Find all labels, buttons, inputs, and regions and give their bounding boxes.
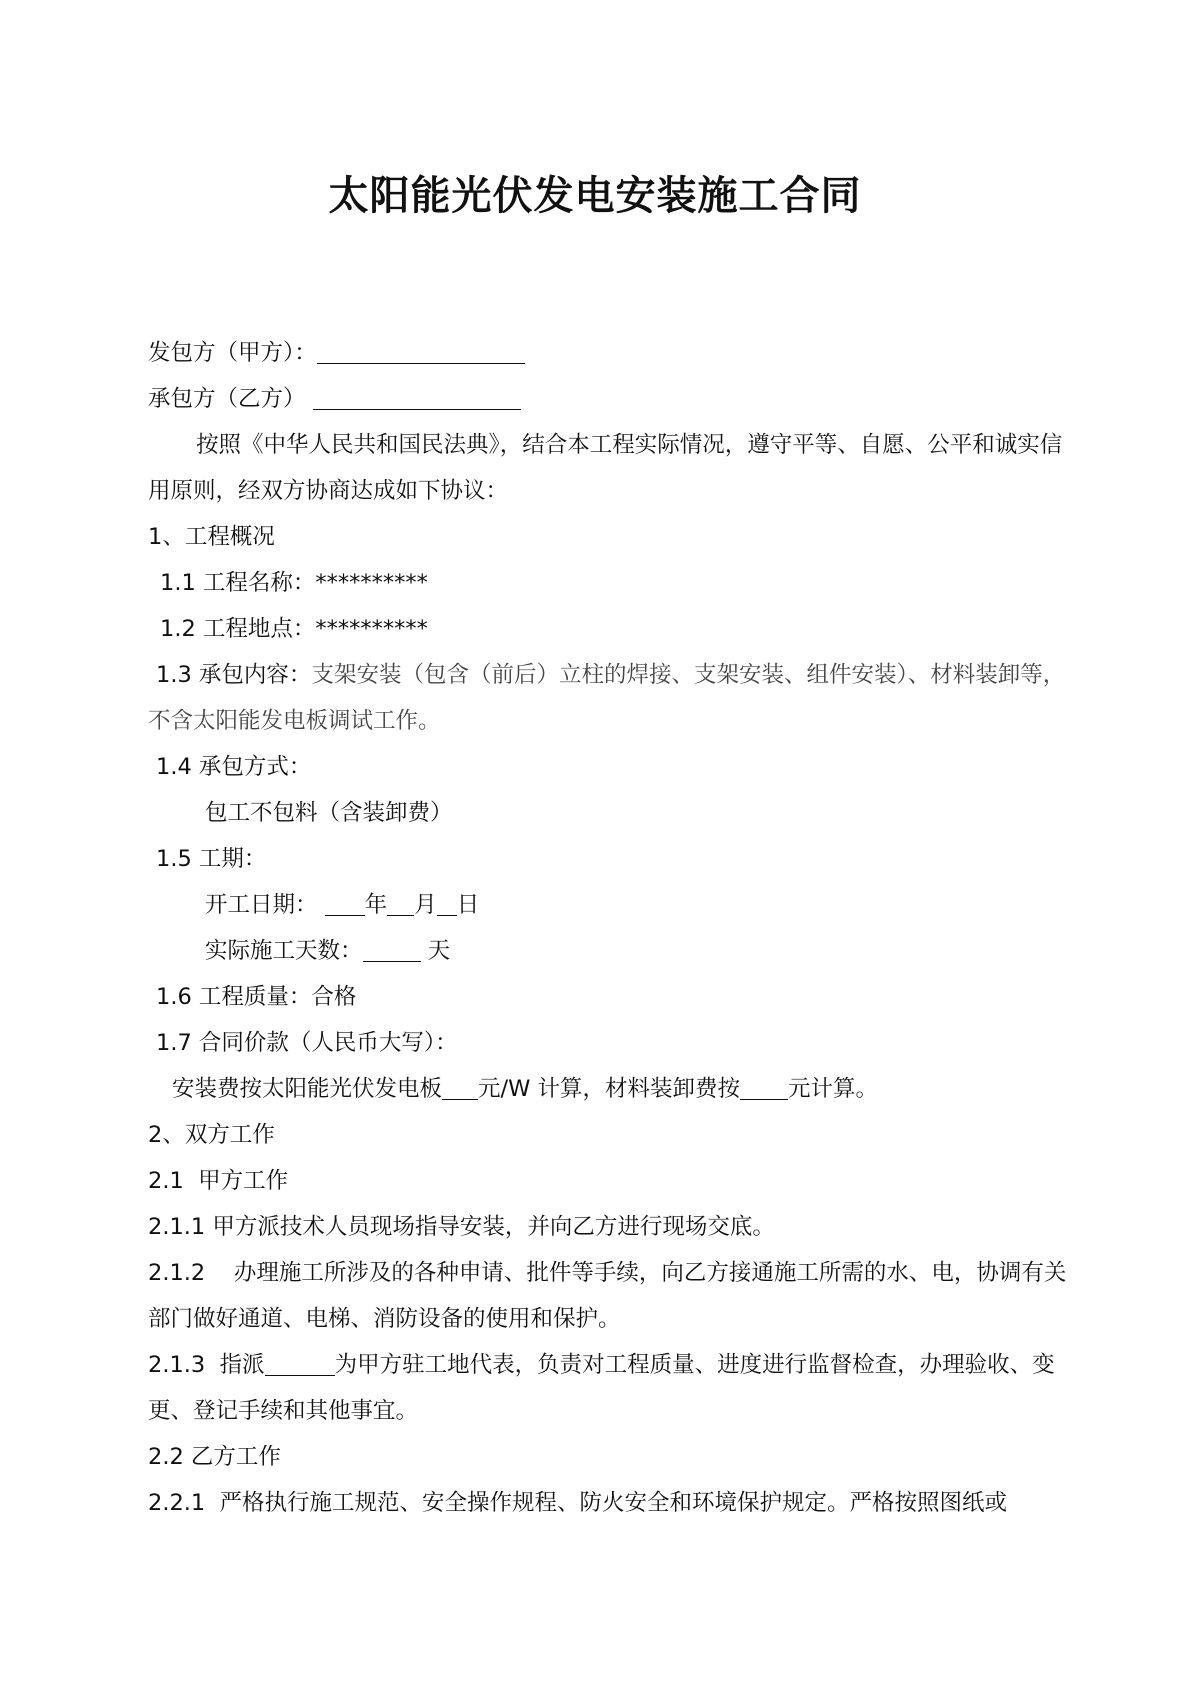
start-date-line bbox=[148, 882, 1078, 928]
price-text-a: 安装费按太阳能光伏发电板 bbox=[172, 1076, 443, 1102]
start-date-label: 开工日期： bbox=[205, 892, 318, 918]
section-2-heading: 2、双方工作 bbox=[148, 1122, 275, 1148]
item-2-2: 2.2 乙方工作 bbox=[148, 1444, 281, 1470]
contract-body bbox=[148, 330, 1078, 1526]
unloading-fee-blank[interactable] bbox=[740, 1075, 788, 1100]
party-a-label: 发包方（甲方）： bbox=[148, 340, 317, 366]
section-1-heading: 1、工程概况 bbox=[148, 524, 275, 550]
item-1-3 bbox=[148, 652, 1078, 744]
item-1-7: 1.7 合同价款（人民币大写）： bbox=[156, 1030, 458, 1056]
item-1-4: 1.4 承包方式： bbox=[156, 754, 312, 780]
days-unit: 天 bbox=[427, 938, 451, 964]
item-2-1-3-text-a: 2.1.3 指派 bbox=[148, 1352, 265, 1378]
intro-paragraph: 按照《中华人民共和国民法典》，结合本工程实际情况，遵守平等、自愿、公平和诚实信用原则，经双方协商达成如下协议： bbox=[148, 432, 1063, 504]
site-rep-blank[interactable] bbox=[265, 1351, 335, 1376]
item-2-1-2: 2.1.2 办理施工所涉及的各种申请、批件等手续，向乙方接通施工所需的水、电，协调有关部门做好通道、电梯、消防设备的使用和保护。 bbox=[148, 1260, 1067, 1332]
item-2-1-3 bbox=[148, 1342, 1078, 1434]
party-b-blank[interactable] bbox=[313, 385, 521, 410]
party-b-line bbox=[148, 376, 1078, 422]
item-1-2: 1.2 工程地点：********** bbox=[160, 616, 428, 642]
price-text-b: 元/W 计算，材料装卸费按 bbox=[478, 1076, 740, 1102]
year-blank[interactable] bbox=[325, 891, 365, 916]
party-b-label: 承包方（乙方） bbox=[148, 386, 306, 412]
item-1-3-label: 1.3 承包内容： bbox=[156, 662, 312, 688]
item-1-6: 1.6 工程质量：合格 bbox=[156, 984, 357, 1010]
price-per-watt-blank[interactable] bbox=[442, 1075, 478, 1100]
party-a-blank[interactable] bbox=[317, 339, 525, 364]
day-label: 日 bbox=[456, 892, 480, 918]
item-1-5: 1.5 工期： bbox=[156, 846, 267, 872]
month-label: 月 bbox=[414, 892, 437, 918]
party-a-line bbox=[148, 330, 1078, 376]
item-2-2-1: 2.2.1 严格执行施工规范、安全操作规程、防火安全和环境保护规定。严格按照图纸或 bbox=[148, 1490, 1008, 1516]
month-blank[interactable] bbox=[387, 891, 414, 916]
item-1-3-text: 支架安装（包含（前后）立柱的焊接、支架安装、组件安装）、材料装卸等，不含太阳能发电板调试工作。 bbox=[148, 662, 1066, 734]
item-2-1: 2.1 甲方工作 bbox=[148, 1168, 289, 1194]
item-2-1-1: 2.1.1 甲方派技术人员现场指导安装，并向乙方进行现场交底。 bbox=[148, 1214, 775, 1240]
item-1-1: 1.1 工程名称：********** bbox=[160, 570, 428, 596]
price-line bbox=[148, 1066, 1078, 1112]
day-blank[interactable] bbox=[437, 891, 457, 916]
days-line bbox=[148, 928, 1078, 974]
year-label: 年 bbox=[364, 892, 388, 918]
item-1-4-detail: 包工不包料（含装卸费） bbox=[205, 800, 453, 826]
item-2-1-3-text-b: 为甲方驻工地代表，负责对工程质量、进度进行监督检查，办理验收、变更、登记手续和其他事宜。 bbox=[148, 1352, 1055, 1424]
price-text-c: 元计算。 bbox=[788, 1076, 879, 1102]
days-blank[interactable] bbox=[363, 937, 421, 962]
days-label: 实际施工天数： bbox=[205, 938, 363, 964]
document-title: 太阳能光伏发电安装施工合同 bbox=[328, 173, 862, 219]
